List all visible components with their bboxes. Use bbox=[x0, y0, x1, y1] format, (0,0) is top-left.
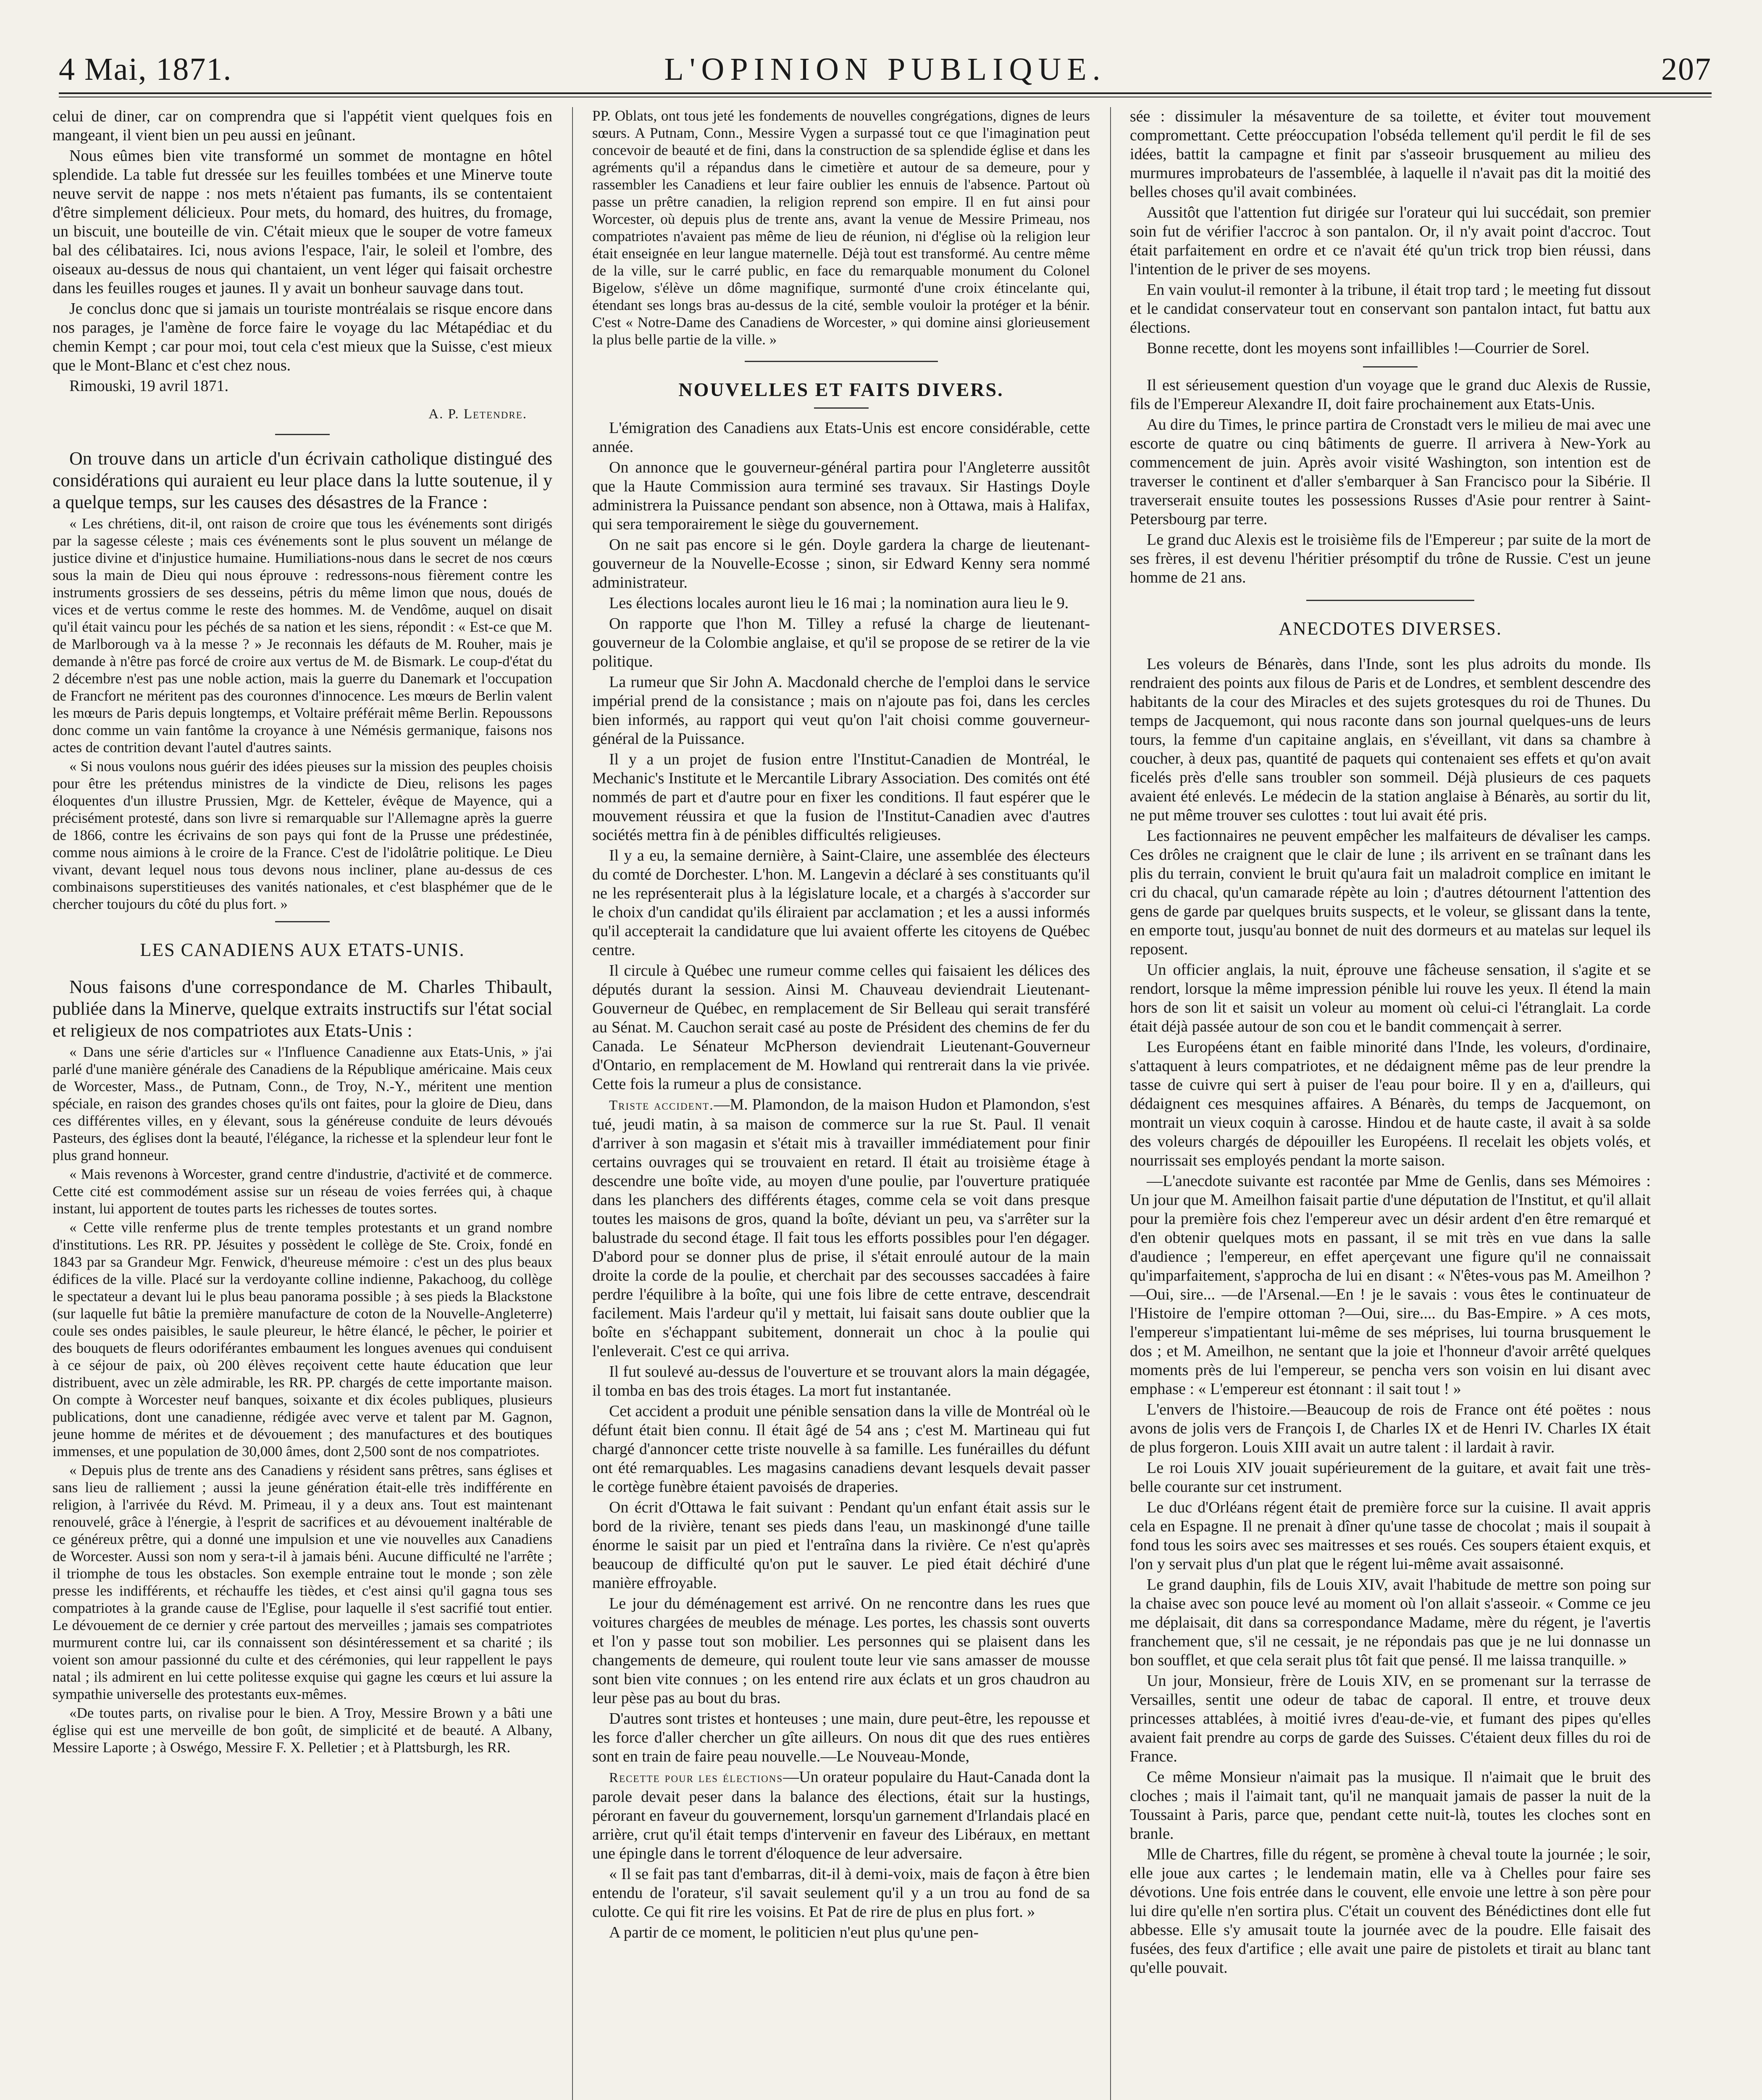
anecdote: Le grand dauphin, fils de Louis XIV, avait l'habitude de mettre son poing sur la chaise avec son pouce levé au moment où l'on allait s'asseoir. « Comme ce jeu me déplaisait, dit dans sa correspondance Madame, mère du régent, je l'avertis franchement que, s'il ne cessait, je ne répondais pas que je ne lui donnasse un bon soufflet, et que cela serait plus tôt fait que pensé. Il me laissa tranquille. » bbox=[1130, 1576, 1651, 1669]
news-item-lead: Recette pour les élections bbox=[609, 1770, 783, 1785]
news-item-body: —M. Plamondon, de la maison Hudon et Plamondon, s'est tué, jeudi matin, à sa maison de commerce sur la rue St. Paul. Il venait d'arriver à son magasin et s'était mis à travailler immédiatement pour finir certains ouvrages qui se trouvaient en retard. Il était au troisième étage à descendre une boîte vide, au moyen d'une poulie, par l'ouverture pratiquée dans les planchers des différents étages, comme cela se voit dans presque toutes les maisons de gros, quand la boîte, déviant un peu, va s'arrêter sur la balustrade du second étage. Il fait tous les efforts possibles pour l'en dégager. D'abord pour se donner plus de prise, il s'était enroulé autour de la main droite la corde de la poulie, et cherchait par des secousses saccadées à faire perdre l'équilibre à la boîte, qui une fois libre de cette entrave, descendrait facilement. Mais l'ardeur qu'il y mettait, lui faisait sans doute oublier que la boîte en s'échappant subitement, donnerait un choc à la poulie qui l'enleverait. C'est ce qui arriva. bbox=[592, 1096, 1090, 1360]
news-item-lead: Triste accident. bbox=[609, 1098, 714, 1113]
anecdote: Les Européens étant en faible minorité dans l'Inde, les voleurs, d'ordinaire, s'attaquent à leurs compatriotes, et ne dédaignent même pas de leur prendre la tasse de cuivre qui sert à puiser de l'eau pour boire. Il y en a, d'ailleurs, qui dédaignent ces mesquines affaires. A Bénarès, du temps de Jacquemont, on montrait un vieux coquin à carosse. Hindou et de haute caste, il avait à sa solde des voleurs chargés de dépouiller les Européens. Il recelait les objets volés, et nourrissait ses employés pendant la morte saison. bbox=[1130, 1038, 1651, 1169]
news-item: L'émigration des Canadiens aux Etats-Unis est encore considérable, cette année. bbox=[592, 419, 1090, 456]
news-item: On annonce que le gouverneur-général partira pour l'Angleterre aussitôt que la Haute Commission aura terminé ses travaux. Sir Hastings Doyle administrera la Puissance pendant son absence, non à Ottawa, mais à Halifax, qui sera temporairement le siège du gouvernement. bbox=[592, 459, 1090, 533]
page-header bbox=[59, 29, 1712, 92]
article-intro: On trouve dans un article d'un écrivain catholique distingué des considérations qui auraient eu leur place dans la lutte soutenue, il y a quelque temps, sur les causes des désastres de la France : bbox=[53, 448, 552, 512]
news-item: « Il se fait pas tant d'embarras, dit-il à demi-voix, mais de façon à être bien entendu de l'orateur, s'il savait seulement qu'il y a un trou au fond de sa culotte. Ce qui fit rire les voisins. Et Pat de rire de plus en plus fort. » bbox=[592, 1865, 1090, 1921]
page-number: 207 bbox=[1661, 52, 1712, 87]
news-item: Les élections locales auront lieu le 16 mai ; la nomination aura lieu le 9. bbox=[609, 594, 1069, 612]
paragraph: sée : dissimuler la mésaventure de sa toilette, et éviter tout mouvement compromettant. Cette préoccupation l'obséda tellement qu'il perdit le fil de ses idées, battit la campagne et finit par s'asseoir brusquement au milieu des murmures improbateurs de l'assemblée, à laquelle il n'avait pas dit la moitié des belles choses qu'il avait combinées. bbox=[1130, 108, 1651, 201]
anecdote: Le roi Louis XIV jouait supérieurement de la guitare, et avait fait une très-belle courante sur cet instrument. bbox=[1130, 1459, 1651, 1496]
anecdote: Un jour, Monsieur, frère de Louis XIV, en se promenant sur la terrasse de Versailles, sentit une odeur de tabac de caporal. Il entre, et trouve deux princesses attablées, à moitié ivres d'eau-de-vie, et fumant des pipes qu'elles avaient fait prendre au corps de garde des Suisses. C'étaient deux filles du roi de France. bbox=[1130, 1672, 1651, 1765]
news-item: Cet accident a produit une pénible sensation dans la ville de Montréal où le défunt était bien connu. Il était âgé de 54 ans ; c'est M. Martineau qui fut chargé d'annoncer cette triste nouvelle à sa famille. Les funérailles du défunt ont été remarquables. Les magasins canadiens devant lesquels devait passer le cortège funèbre étaient pavoisés de draperies. bbox=[592, 1402, 1090, 1496]
dateline: Rimouski, 19 avril 1871. bbox=[69, 377, 228, 395]
paragraph: Nous eûmes bien vite transformé un sommet de montagne en hôtel splendide. La table fut dressée sur les feuilles tombées et une Minerve toute neuve servit de nappe : nos mets n'étaient pas fumants, ils se contentaient d'être simplement délicieux. Pour mets, du homard, des huitres, du fromage, un biscuit, une bouteille de vin. C'était mieux que le souper de votre fameux bal des célibataires. Ici, nous avions l'espace, l'air, le soleil et l'ombre, des oiseaux au-dessus de nous qui chantaient, un vent léger qui faisait orchestre dans les feuilles rouges et jaunes. Il y avait un bonheur sauvage dans tout. bbox=[53, 147, 552, 297]
column-divider bbox=[1110, 107, 1111, 2100]
paragraph: celui de diner, car on comprendra que si l'appétit vient quelques fois en mangeant, il vient bien un peu aussi en jeûnant. bbox=[53, 108, 552, 144]
news-item: Il y a eu, la semaine dernière, à Saint-Claire, une assemblée des électeurs du comté de Dorchester. L'hon. M. Langevin a déclaré à ses constituants qu'il ne les représenterait plus à la législature locale, et a chargés à s'accorder sur le choix d'un candidat qu'ils éliraient par acclamation ; et les a aussi informés qu'il accepterait la candidature que lui avaient offerte les citoyens de Québec centre. bbox=[592, 847, 1090, 959]
anecdote: Les factionnaires ne peuvent empêcher les malfaiteurs de dévaliser les camps. Ces drôles ne craignent que le clair de lune ; ils arrivent en se traînant dans les plis du terrain, convient le bruit qu'aura fait un maladroit complice en imitant le cri du chacal, qu'un camarade répète au loin ; d'autres détournent l'attention des gens de garde par quelques bruits suspects, et le voleur, se glissant dans la tente, en emporte tout, jusqu'au bonnet de nuit des dormeurs et au matelas sur lequel ils reposent. bbox=[1130, 827, 1651, 958]
anecdote: Le duc d'Orléans régent était de première force sur la cuisine. Il avait appris cela en Espagne. Il ne prenait à dîner qu'une tasse de chocolat ; mais il soupait à fond tous les soirs avec ses maitresses et ses roués. Ces soupers étaient exquis, et l'on y servait plus d'un plat que le régent lui-même avait assaisonné. bbox=[1130, 1499, 1651, 1573]
news-item: A partir de ce moment, le politicien n'eut plus qu'une pen- bbox=[609, 1924, 979, 1941]
anecdote: Ce même Monsieur n'aimait pas la musique. Il n'aimait que le bruit des cloches ; mais il l'aimait tant, qu'il ne manquait jamais de passer la nuit de la Toussaint à Paris, parce que, pendant cette nuit-là, toutes les cloches sont en branle. bbox=[1130, 1768, 1651, 1843]
column-divider bbox=[572, 107, 573, 2100]
news-item: Il circule à Québec une rumeur comme celles qui faisaient les délices des députés durant la session. Ainsi M. Chauveau deviendrait Lieutenant-Gouverneur de Québec, en remplacement de Sir Belleau qui serait transféré au Sénat. M. Cauchon serait casé au poste de Président des chemins de fer du Canada. Le Sénateur McPherson deviendrait Lieutenant-Gouverneur d'Ontario, en remplacement de M. Howland qui rentrerait dans la vie privée. Cette fois la rumeur a plus de consistance. bbox=[592, 962, 1090, 1093]
paragraph: Aussitôt que l'attention fut dirigée sur l'orateur qui lui succédait, son premier soin fut de vérifier l'accroc à son pantalon. Or, il n'y avait point d'accroc. Tout était parfaitement en ordre et ce n'avait été qu'un trick trop bien réussi, dans l'intention de le priver de ses moyens. bbox=[1130, 204, 1651, 278]
paragraph: Je conclus donc que si jamais un touriste montréalais se risque encore dans nos parages, je l'amène de force faire le voyage du lac Métapédiac et du chemin Kempt ; car pour moi, tout cela c'est mieux que la Suisse, c'est mieux que le Mont-Blanc et c'est chez nous. bbox=[53, 300, 552, 374]
column-2 bbox=[592, 107, 1090, 2100]
anecdote: Un officier anglais, la nuit, éprouve une fâcheuse sensation, il s'agite et se rendort, lorsque la même impression pénible lui rouve les yeux. Il étend la main hors de son lit et saisit un voleur au moment où celui-ci l'étranglait. La corde était déjà passée autour de son cou et le bandit commençait à serrer. bbox=[1130, 961, 1651, 1035]
news-item: La rumeur que Sir John A. Macdonald cherche de l'emploi dans le service impérial prend de la consistance ; mais on n'ajoute pas foi, dans les cercles bien informés, au rapport qui veut qu'on l'ait choisi comme gouverneur-général de la Puissance. bbox=[592, 673, 1090, 748]
anecdote: Mlle de Chartres, fille du régent, se promène à cheval toute la journée ; le soir, elle joue aux cartes ; le lendemain matin, elle va à Chelles pour faire ses dévotions. Une fois entrée dans le couvent, elle envoie une lettre à son père pour lui dire qu'elle n'en sortira plus. C'était un couvent des Bénédictines dont elle fut abbesse. Elle s'y amusait toute la journée avec de la poudre. Elle faisait des fusées, des feux d'artifice ; elle avait une paire de pistolets et tirait au blanc tant qu'elle pouvait. bbox=[1130, 1845, 1651, 1977]
section-title-anecdotes: ANECDOTES DIVERSES. bbox=[1279, 618, 1502, 639]
column-1 bbox=[53, 107, 552, 2100]
separator-rule bbox=[275, 921, 330, 922]
news-item-body: —Un orateur populaire du Haut-Canada dont la parole devait peser dans la balance des élections, était sur la hustings, pérorant en faveur du gouvernement, lorsqu'un garnement d'Irlandais placé en arrière, crut qu'il était temps d'intervenir en faveur des Libéraux, en mettant une épingle dans le torrent d'éloquence de leur adversaire. bbox=[592, 1768, 1090, 1862]
quoted-paragraph: «De toutes parts, on rivalise pour le bien. A Troy, Messire Brown y a bâti une église qui est une merveille de bon goût, de simplicité et de beauté. A Albany, Messire Laporte ; à Oswégo, Messire F. X. Pelletier ; et à Plattsburgh, les RR. bbox=[53, 1705, 552, 1756]
separator-rule bbox=[1363, 366, 1418, 368]
section-title-nouvelles: NOUVELLES ET FAITS DIVERS. bbox=[678, 379, 1004, 400]
news-item: On écrit d'Ottawa le fait suivant : Pendant qu'un enfant était assis sur le bord de la rivière, tenant ses pieds dans l'eau, un maskinongé d'une taille énorme le saisit par un pied et l'entraîna dans la rivière. Ce n'est qu'après beaucoup de difficulté qu'on put le sauver. Le pied était déchiré d'une manière effroyable. bbox=[592, 1499, 1090, 1592]
newspaper-title: L'OPINION PUBLIQUE. bbox=[664, 52, 1106, 87]
news-item: D'autres sont tristes et honteuses ; une main, dure peut-être, les repousse et les force d'aller chercher un gîte ailleurs. On nous dit que des rues entières sont en train de faire peau nouvelle.—Le Nouveau-Monde, bbox=[592, 1710, 1090, 1765]
article-intro: Nous faisons d'une correspondance de M. Charles Thibault, publiée dans la Minerve, quelque extraits instructifs sur l'état social et religieux de nos compatriotes aux Etats-Unis : bbox=[53, 976, 552, 1041]
news-item: Il y a un projet de fusion entre l'Institut-Canadien de Montréal, le Mechanic's Institute et le Mercantile Library Association. Des comités ont été nommés de part et d'autre pour en fixer les conditions. Il faut espérer que le mouvement réussira et que la fusion de l'Institut-Canadien avec d'autres sociétés mettra fin à de pénibles difficultés religieuses. bbox=[592, 751, 1090, 844]
quoted-paragraph: PP. Oblats, ont tous jeté les fondements de nouvelles congrégations, dignes de leurs sœurs. A Putnam, Conn., Messire Vygen a surpassé tout ce que l'imagination peut concevoir de beauté et de fini, dans la construction de sa splendide église et dans les agréments qu'il a répandus dans le cimetière et autour de sa demeure, pour y rassembler les Canadiens et leur faire oublier les ennuis de l'absence. Partout où passe un prêtre canadien, la religion reprend son empire. Il en fut ainsi pour Worcester, où depuis plus de trente ans, avant la venue de Messire Primeau, nos compatriotes n'avaient pas même de lieu de réunion, ni d'église où la religion leur était enseignée en leur langue maternelle. Déjà tout est transformé. Au centre même de la ville, sur le carré public, en face du remarquable monument du Colonel Bigelow, s'élève un dôme magnifique, surmonté d'une croix étincelante qui, étendant ses longs bras au-dessus de la cité, semble vouloir la protéger et la bénir. C'est « Notre-Dame des Canadiens de Worcester, » qui domine ainsi glorieusement la plus belle partie de la ville. » bbox=[592, 108, 1090, 348]
separator-rule bbox=[814, 407, 869, 409]
paragraph: Au dire du Times, le prince partira de Cronstadt vers le milieu de mai avec une escorte de quatre ou cinq bâtiments de guerre. Il arrivera à New-York au commencement de juin. Après avoir visité Washington, son intention est de traverser le continent et d'aller s'embarquer à San Francisco pour la Sibérie. Il traverserait ensuite toutes les possessions Russes d'Asie pour rentrer à Saint-Petersbourg par terre. bbox=[1130, 416, 1651, 528]
news-item: On rapporte que l'hon M. Tilley a refusé la charge de lieutenant-gouverneur de la Colombie anglaise, et qu'il se propose de se retirer de la vie politique. bbox=[592, 615, 1090, 670]
news-item: Le jour du déménagement est arrivé. On ne rencontre dans les rues que voitures chargées de meubles de ménage. Les portes, les chassis sont ouverts et l'on y passe tout son mobilier. Les personnes qui se plaisent dans les changements de demeure, qui roulent toute leur vie sans amasser de mousse sont bien vite connues ; on les entend rire aux éclats et un gros chaudron au leur pèse pas au bout du bras. bbox=[592, 1595, 1090, 1707]
separator-rule bbox=[1306, 600, 1474, 601]
anecdote: L'envers de l'histoire.—Beaucoup de rois de France ont été poëtes : nous avons de jolis vers de François I, de Charles IX et de Henri IV. Charles IX était de plus forgeron. Louis XIII avait un autre talent : il lardait à ravir. bbox=[1130, 1401, 1651, 1456]
header-rule bbox=[59, 92, 1712, 94]
quoted-paragraph: « Mais revenons à Worcester, grand centre d'industrie, d'activité et de commerce. Cette cité est commodément assise sur un réseau de voies ferrées qui, à chaque instant, lui apportent de toutes parts les richesses de toutes sortes. bbox=[53, 1166, 552, 1217]
separator-rule bbox=[275, 434, 330, 435]
anecdote: Les voleurs de Bénarès, dans l'Inde, sont les plus adroits du monde. Ils rendraient des points aux filous de Paris et de Londres, et semblent descendre des habitants de la cour des Miracles et des sujets grotesques du roi de Thunes. Du temps de Jacquemont, qui nous raconte dans son journal quelques-uns de leurs tours, la femme d'un capitaine anglais, en s'éveillant, vit dans sa chambre à coucher, à deux pas, quantité de paquets qui contenaient ses effets et qu'on avait ficelés près d'elle sans troubler son sommeil. Déjà plusieurs de ces paquets avaient été enlevés. Le médecin de la station anglaise à Bénarès, au sortir du lit, ne put même trouver ses culottes : tout lui avait été pris. bbox=[1130, 655, 1651, 824]
paragraph: Bonne recette, dont les moyens sont infaillibles !—Courrier de Sorel. bbox=[1147, 339, 1590, 357]
paragraph: Il est sérieusement question d'un voyage que le grand duc Alexis de Russie, fils de l'Empereur Alexandre II, doit faire prochainement aux Etats-Unis. bbox=[1130, 376, 1651, 413]
quoted-paragraph: « Si nous voulons nous guérir des idées pieuses sur la mission des peuples choisis pour être les prétendus ministres de la vindicte de Dieu, relisons les pages éloquentes d'un illustre Prussien, Mgr. de Ketteler, évêque de Mayence, qui a précisément protesté, dans son livre si remarquable sur l'Allemagne après la guerre de 1866, contre les écrivains de son pays qui font de la Prusse une prédestinée, comme nous aimions à le croire de la France. C'est de l'idolâtrie politique. Le Dieu vivant, devant lequel nous tous devons nous incliner, plane au-dessus de ces combinaisons superstitieuses des vanités nationales, et c'est blasphémer que de le chercher toujours du côté du plus fort. » bbox=[53, 758, 552, 912]
news-item: On ne sait pas encore si le gén. Doyle gardera la charge de lieutenant-gouverneur de la Nouvelle-Ecosse ; sinon, sir Edward Kenny sera nommé administrateur. bbox=[592, 536, 1090, 591]
quoted-paragraph: « Dans une série d'articles sur « l'Influence Canadienne aux Etats-Unis, » j'ai parlé d'une manière générale des Canadiens de la République américaine. Mais ceux de Worcester, Mass., de Putnam, Conn., de Troy, N.-Y., méritent une mention spéciale, en raison des grandes choses qu'ils ont faites, pour la gloire de Dieu, dans ces différentes villes, en y élevant, sous la généreuse conduite de leurs dévoués Pasteurs, des églises dont la beauté, l'élégance, la richesse et la splendeur leur font le plus grand honneur. bbox=[53, 1044, 552, 1163]
news-item: Il fut soulevé au-dessus de l'ouverture et se trouvant alors la main dégagée, il tomba en bas des trois étages. La mort fut instantanée. bbox=[592, 1363, 1090, 1399]
news-item bbox=[592, 1095, 1090, 1361]
separator-rule bbox=[745, 361, 938, 362]
section-title-canadiens: LES CANADIENS AUX ETATS-UNIS. bbox=[140, 940, 465, 960]
quoted-paragraph: « Les chrétiens, dit-il, ont raison de croire que tous les événements sont dirigés par la sagesse céleste ; mais ces événements sont le plus souvent un mélange de justice divine et d'injustice humaine. Humiliations-nous dans le secret de nos cœurs sous la main de Dieu qui nous éprouve : redressons-nous fièrement contre les instruments grossiers de ses desseins, pétris du même limon que nous, doués de vices et de vertus comme le reste des hommes. M. de Vendôme, auquel on disait qu'il était vaincu pour les péchés de sa nation et les siens, répondit : « Est-ce que M. de Marlborough va à la messe ? » Je reconnais les défauts de M. Rouher, mais je demande à n'être pas forcé de croire aux vertus de M. de Bismark. Le coup-d'état du 2 décembre n'est pas une noble action, mais la guerre du Danemark et l'occupation de Francfort ne méritent pas des couronnes d'innocence. Les mœurs de Berlin valent les mœurs de Paris depuis longtemps, et Voltaire préférait même Berlin. Repoussons donc comme un vain fantôme la croyance à une Némésis germanique, faisons nos actes de contrition devant l'autel d'autres saints. bbox=[53, 515, 552, 756]
header-date: 4 Mai, 1871. bbox=[59, 52, 232, 87]
quoted-paragraph: « Cette ville renferme plus de trente temples protestants et un grand nombre d'institutions. Les RR. PP. Jésuites y possèdent le collège de Ste. Croix, fondé en 1843 par sa Grandeur Mgr. Fenwick, d'heureuse mémoire : c'est un des plus beaux édifices de la ville. Placé sur la verdoyante colline indienne, Pakachoog, du collège le spectateur a devant lui le plus beau panorama possible ; à ses pieds la Blackstone (sur laquelle fut bâtie la première manufacture de coton de la Nouvelle-Angleterre) coule ses ondes paisibles, le saule pleureur, le hêtre élancé, le pêcher, le poirier et des bouquets de fleurs odoriférantes embaument les longues avenues qui conduisent à ce séjour de paix, où 200 élèves reçoivent cette haute éducation que leur distribuent, avec un zèle admirable, les RR. PP. chargés de cette importante maison. On compte à Worcester neuf banques, soixante et dix écoles publiques, plusieurs publications, dont une canadienne, rédigée avec verve et talent par M. Gagnon, jeune homme de mérites et de dévouement ; des manufactures et des boutiques immenses, et une population de 30,000 âmes, dont 2,500 sont de nos compatriotes. bbox=[53, 1219, 552, 1460]
anecdote: —L'anecdote suivante est racontée par Mme de Genlis, dans ses Mémoires : Un jour que M. Ameilhon faisait partie d'une députation de l'Institut, et qu'il allait pour la première fois chez l'empereur avec un désir ardent d'en être remarqué et d'en obtenir quelques mots en passant, il se mit très en vue dans la salle d'audience ; l'empereur, en effet aperçevant une figure qu'il ne connaissait qu'imparfaitement, s'approcha de lui en disant : « N'êtes-vous pas M. Ameilhon ?—Oui, sire... —de l'Arsenal.—En ! je le savais : vous êtes le continuateur de l'Histoire de l'empire ottoman ?—Oui, sire.... du Bas-Empire. » A ces mots, l'empereur s'impatientant lui-même de ses méprises, lui tourna brusquement le dos ; et M. Ameilhon, ne sentant que la joie et l'honneur d'avoir arrêté quelques moments près de lui l'empereur, se pencha vers son voisin en lui disant avec emphase : « L'empereur est étonnant : il sait tout ! » bbox=[1130, 1172, 1651, 1398]
column-3 bbox=[1130, 107, 1651, 2100]
news-item bbox=[592, 1768, 1090, 1863]
paragraph: Le grand duc Alexis est le troisième fils de l'Empereur ; par suite de la mort de ses frères, il est devenu l'héritier présomptif du trône de Russie. C'est un jeune homme de 21 ans. bbox=[1130, 531, 1651, 586]
quoted-paragraph: « Depuis plus de trente ans des Canadiens y résident sans prêtres, sans églises et sans lieu de ralliement ; aussi la jeune génération était-elle très indifférente en religion, à l'arrivée du Révd. M. Primeau, il y a deux ans. Tout est maintenant renouvelé, grâce à l'énergie, à l'esprit de sacrifices et au dévouement inaltérable de ce généreux prêtre, qui a donné une impulsion et une vie nouvelles aux Canadiens de Worcester. Aussi son nom y sera-t-il à jamais béni. Aucune difficulté ne l'arrête ; il triomphe de tous les obstacles. Son exemple entraine tout le monde ; son zèle presse les indifférents, et réchauffe les tièdes, et c'est ainsi qu'il gagna tous ses compatriotes à la grande cause de l'Eglise, pour laquelle il s'est sacrifié tout entier. Le dévouement de ce dernier y crée partout des merveilles ; jamais ses compatriotes murmurent contre lui, car ils connaissent son désintéressement et sa charité ; ils voient son amour passionné du culte et des cérémonies, qui leur rappellent le pays natal ; ils admirent en lui cette politesse exquise qui gagne les cœurs et lui assure la sympathie universelle des protestants eux-mêmes. bbox=[53, 1462, 552, 1702]
author-signature: A. P. Letendre. bbox=[428, 407, 527, 422]
paragraph: En vain voulut-il remonter à la tribune, il était trop tard ; le meeting fut dissout et le candidat conservateur tout en conservant son pantalon intact, fut battu aux élections. bbox=[1130, 281, 1651, 336]
